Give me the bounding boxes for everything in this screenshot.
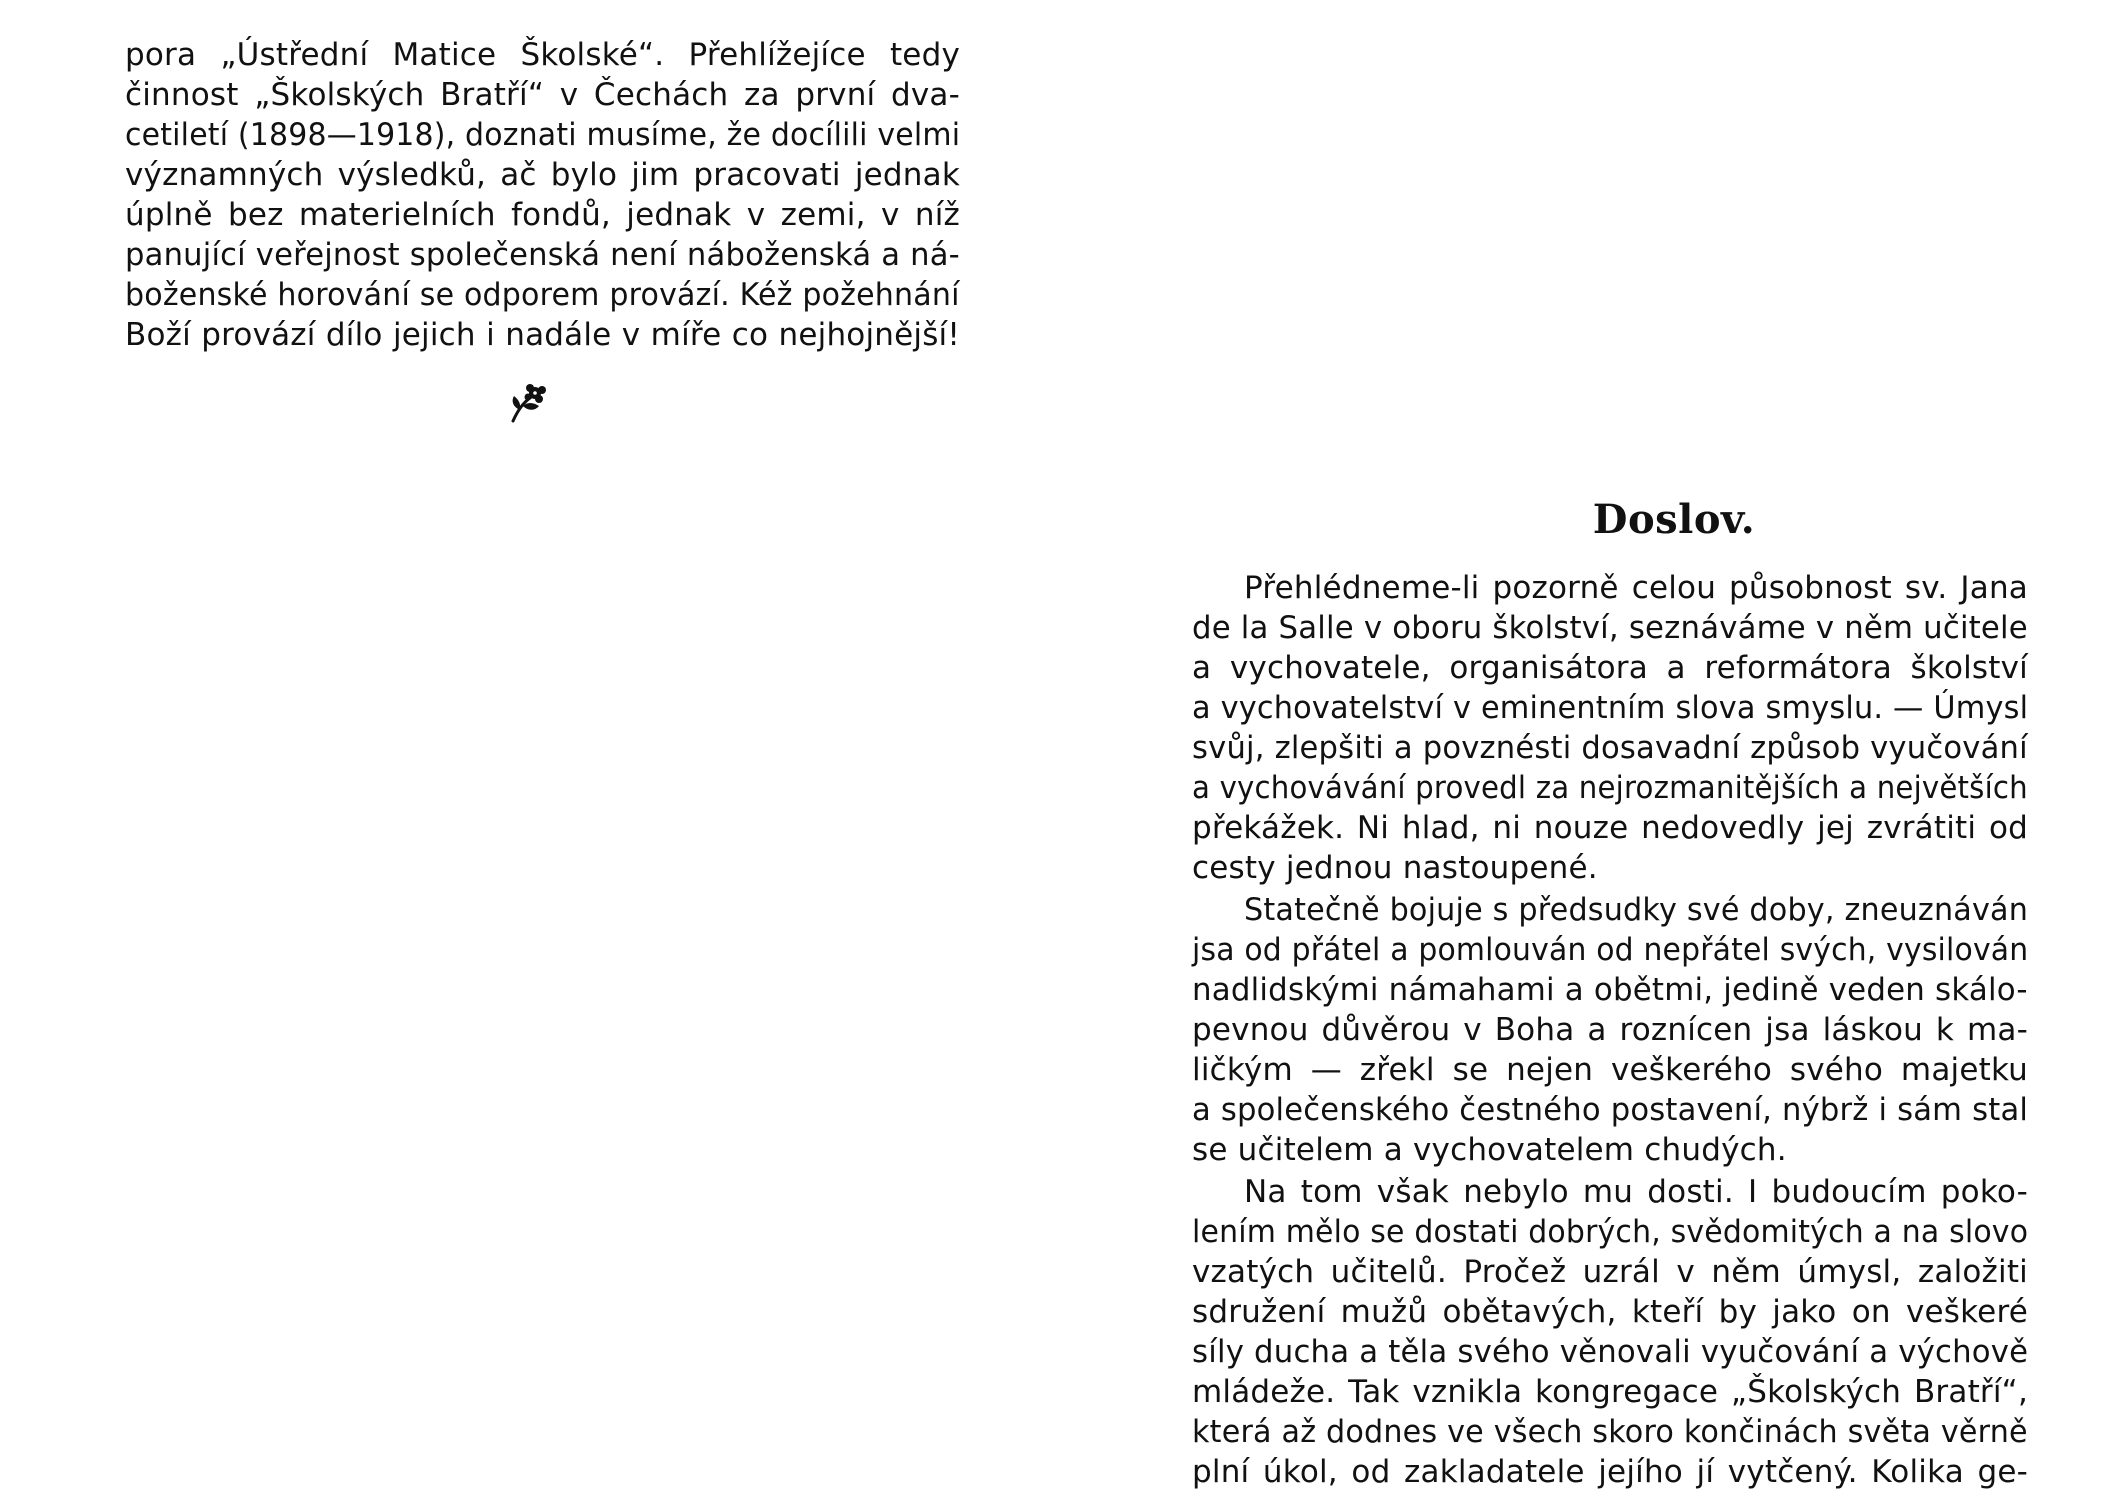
right-text-line-17: lením mělo se dostati dobrých, svědomitých a na slovo [1192,1214,2029,1250]
right-text-line-9: Statečně bojuje s předsudky své doby, zneuznáván [1244,892,2029,928]
right-text-line-2: de la Salle v oboru školství, seznáváme v něm učitele [1192,610,2028,646]
right-text-line-6: a vychovávání provedl za nejrozmanitějších a největších [1192,770,2028,806]
right-text-line-8: cesty jednou nastoupené. [1192,850,1598,886]
right-text-line-18: vzatých učitelů. Pročež uzrál v něm úmysl, založiti [1192,1254,2028,1290]
left-text-line-2: činnost „Školských Bratří“ v Čechách za první dva- [125,77,960,113]
right-text-line-11: nadlidskými námahami a obětmi, jedině veden skálo- [1192,972,2028,1008]
right-text-line-4: a vychovatelství v eminentním slova smyslu. — Úmysl [1192,690,2029,726]
right-text-line-20: síly ducha a těla svého věnovali vyučování a výchově [1192,1334,2029,1370]
right-text-line-14: a společenského čestného postavení, nýbrž i sám stal [1192,1092,2029,1128]
left-text-line-6: panující veřejnost společenská není náboženská a ná- [125,237,960,273]
right-text-line-16: Na tom však nebylo mu dosti. I budoucím poko- [1244,1174,2028,1210]
right-text-line-3: a vychovatele, organisátora a reformátora školství [1192,650,2028,686]
right-text-line-21: mládeže. Tak vznikla kongregace „Školských Bratří“, [1192,1374,2028,1410]
right-text-line-23: plní úkol, od zakladatele jejího jí vytčený. Kolika ge- [1192,1454,2028,1490]
left-text-line-4: významných výsledků, ač bylo jim pracovati jednak [125,157,960,193]
right-text-line-5: svůj, zlepšiti a povznésti dosavadní způsob vyučování [1192,730,2028,766]
right-text-line-12: pevnou důvěrou v Boha a roznícen jsa láskou k ma- [1192,1012,2028,1048]
left-text-line-3: cetiletí (1898—1918), doznati musíme, že docílili velmi [125,117,961,153]
right-page [1064,0,2128,1500]
section-heading: Doslov. [1592,496,1756,543]
right-text-line-13: ličkým — zřekl se nejen veškerého svého majetku [1192,1052,2028,1088]
left-text-line-1: pora „Ústřední Matice Školské“. Přehlížejíce tedy [125,37,960,73]
right-text-line-15: se učitelem a vychovatelem chudých. [1192,1132,1787,1168]
left-text-line-7: boženské horování se odporem provází. Kéž požehnání [125,277,960,313]
right-text-line-19: sdružení mužů obětavých, kteří by jako on veškeré [1192,1294,2028,1330]
left-text-line-5: úplně bez materielních fondů, jednak v zemi, v níž [125,197,960,233]
left-text-line-8: Boží provází dílo jejich i nadále v míře co nejhojnější! [125,317,960,353]
right-text-line-1: Přehlédneme-li pozorně celou působnost sv. Jana [1244,570,2028,606]
right-text-line-7: překážek. Ni hlad, ni nouze nedovedly jej zvrátiti od [1192,810,2028,846]
right-text-line-10: jsa od přátel a pomlouván od nepřátel svých, vysilován [1192,932,2029,968]
right-text-line-22: která až dodnes ve všech skoro končinách světa věrně [1192,1414,2028,1450]
flower-ornament-icon [508,381,550,423]
